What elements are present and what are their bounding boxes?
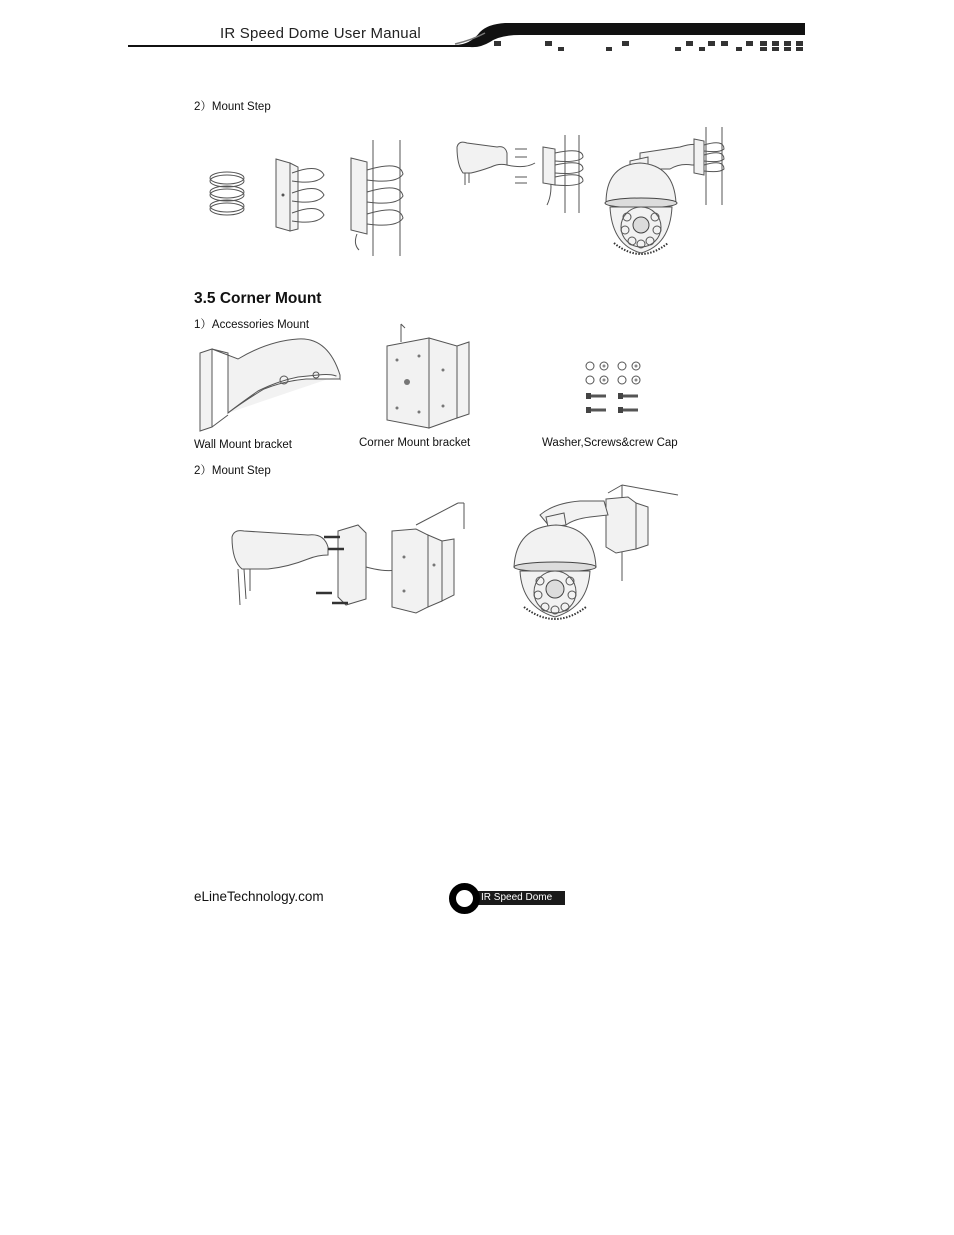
corner-mount-arm-assembly-figure (228, 495, 468, 615)
corner-dome-camera-figure (510, 485, 680, 625)
footer-badge-circle-icon (449, 883, 480, 914)
pole-arm-assembly-figure (455, 135, 595, 215)
caption-washer-screws: Washer,Screws&crew Cap (542, 437, 678, 449)
pole-bracket-figure (268, 155, 338, 235)
accessories-mount-label: 1）Accessories Mount (194, 319, 310, 331)
footer-website: eLineTechnology.com (194, 889, 324, 904)
corner-mount-bracket-figure (385, 320, 475, 430)
caption-wall-mount-bracket: Wall Mount bracket (194, 439, 292, 451)
header-rule (0, 0, 954, 60)
footer-badge (449, 883, 567, 914)
footer-badge-text: IR Speed Dome (461, 891, 565, 905)
pole-mount-step-label: 2）Mount Step (194, 101, 271, 113)
pole-bracket-assembled-figure (345, 140, 410, 258)
corner-mount-step-label: 2）Mount Step (194, 465, 271, 477)
pole-dome-camera-figure (600, 125, 730, 260)
section-heading: 3.5 Corner Mount (194, 290, 322, 307)
caption-corner-mount-bracket: Corner Mount bracket (359, 437, 471, 449)
wall-mount-bracket-figure (198, 335, 346, 435)
washer-screws-figure (580, 358, 650, 418)
pole-clamp-rings-figure (205, 170, 255, 220)
document-title: IR Speed Dome User Manual (220, 25, 421, 42)
